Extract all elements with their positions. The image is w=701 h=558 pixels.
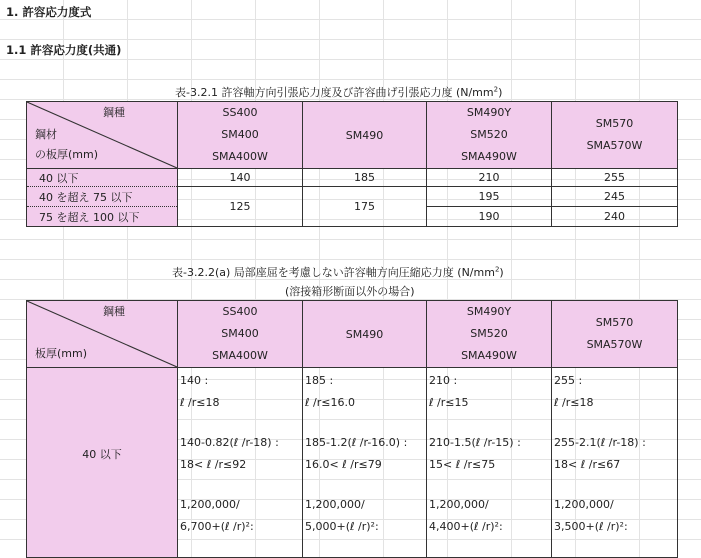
header-sm490y: SM490Y SM520 SMA490W (427, 301, 552, 368)
row-label: 40 以下 (27, 368, 178, 558)
tensile-stress-table (26, 101, 678, 227)
header-sm490: SM490 (303, 301, 427, 368)
table-cell: 185 (303, 169, 427, 187)
compressive-stress-table (26, 300, 678, 558)
table-cell: 190 (427, 207, 552, 227)
table-cell: 255 (552, 169, 678, 187)
header-sm570: SM570 SMA570W (552, 102, 678, 169)
header-ss400: SS400 SM400 SMA400W (178, 102, 303, 169)
table-cell: 245 (552, 187, 678, 207)
corner-label-thickness: の板厚(mm) (35, 148, 99, 161)
row-label: 40 を超え 75 以下 (27, 187, 178, 207)
corner-label-steel-grade: 鋼種 (103, 305, 125, 318)
corner-label-steel-grade: 鋼種 (103, 106, 125, 119)
table-cell: 195 (427, 187, 552, 207)
row-label: 40 以下 (27, 169, 178, 187)
formula-cell-sm490y: 210 : ℓ /r≤15 210-1.5(ℓ /r-15) : 15< ℓ /r≤75 1,200,000/ 4,400+(ℓ /r)²: (427, 368, 552, 558)
corner-label-thickness: 板厚(mm) (35, 347, 88, 360)
row-label: 75 を超え 100 以下 (27, 207, 178, 227)
section-heading: 1. 許容応力度式 (6, 5, 92, 19)
table2-caption: 表-3.2.2(a) 局部座屈を考慮しない許容軸方向圧縮応力度 $(N/mm^2)$ (172, 265, 504, 279)
table2-corner-cell (27, 301, 178, 368)
table1-corner-cell (27, 102, 178, 169)
subsection-heading: 1.1 許容応力度(共通) (6, 43, 122, 57)
table2-subcaption: (溶接箱形断面以外の場合) (285, 285, 415, 298)
formula-cell-sm570: 255 : ℓ /r≤18 255-2.1(ℓ /r-18) : 18< ℓ /r≤67 1,200,000/ 3,500+(ℓ /r)²: (552, 368, 678, 558)
corner-label-material: 鋼材 (35, 128, 57, 141)
table1-caption: 表-3.2.1 許容軸方向引張応力度及び許容曲げ引張応力度 $(N/mm^2)$ (175, 85, 503, 99)
header-sm490: SM490 (303, 102, 427, 169)
table-cell: 240 (552, 207, 678, 227)
formula-cell-sm490: 185 : ℓ /r≤16.0 185-1.2(ℓ /r-16.0) : 16.0< ℓ /r≤79 1,200,000/ 5,000+(ℓ /r)²: (303, 368, 427, 558)
header-sm490y: SM490Y SM520 SMA490W (427, 102, 552, 169)
table-cell: 210 (427, 169, 552, 187)
table-cell: 125 (178, 187, 303, 227)
header-sm570: SM570 SMA570W (552, 301, 678, 368)
table-cell: 140 (178, 169, 303, 187)
table-cell: 175 (303, 187, 427, 227)
header-ss400: SS400 SM400 SMA400W (178, 301, 303, 368)
formula-cell-ss400: 140 : ℓ /r≤18 140-0.82(ℓ /r-18) : 18< ℓ /r≤92 1,200,000/ 6,700+(ℓ /r)²: (178, 368, 303, 558)
